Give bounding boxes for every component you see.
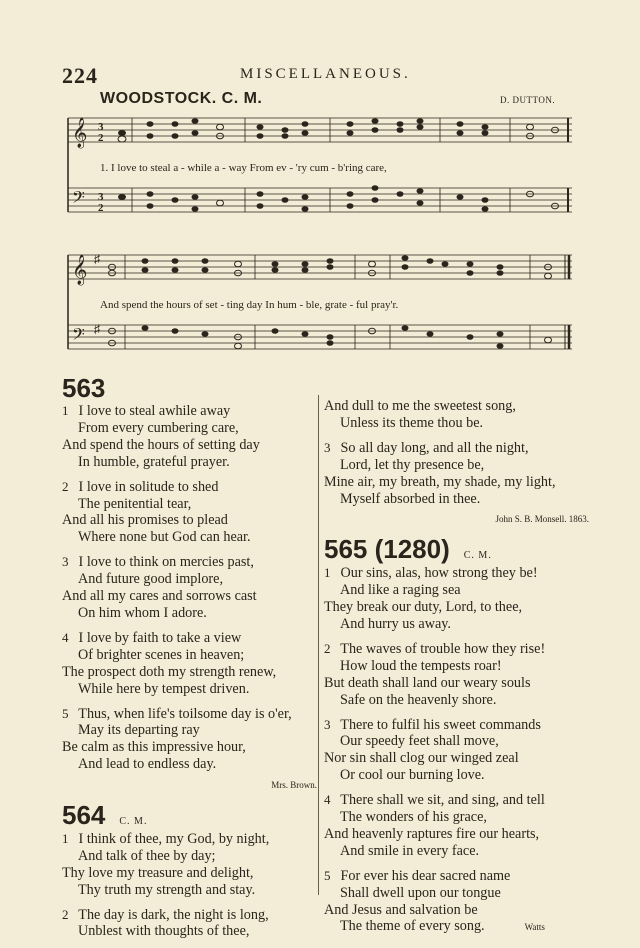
hymn-564-stanza-2-start: 2 The day is dark, the night is long, Unblest with thoughts of thee, bbox=[62, 906, 269, 940]
hymn-564-meter: C. M. bbox=[119, 816, 148, 828]
hymn-565-author: Watts bbox=[524, 922, 545, 933]
hymn-number-565: 565 (1280) bbox=[324, 534, 450, 565]
hymn-564-stanza-1: 1 I think of thee, my God, by night, And talk of thee by day; Thy love my treasure and delight, Thy truth my strength and stay. bbox=[62, 830, 270, 898]
svg-text:2: 2 bbox=[98, 202, 104, 214]
hymn-number-564: 564 bbox=[62, 800, 106, 831]
tune-name: WOODSTOCK. C. M. bbox=[100, 90, 263, 107]
composer: D. DUTTON. bbox=[500, 95, 556, 105]
left-column bbox=[62, 373, 317, 948]
section-title: MISCELLANEOUS. bbox=[240, 66, 411, 82]
hymn-564-author: John S. B. Monsell. 1863. bbox=[495, 514, 589, 525]
hymn-565-stanza-5: 5 For ever his dear sacred name Shall dwell upon our tongue And Jesus and salvation be The theme of every song. Watts bbox=[324, 867, 545, 935]
hymn-563-stanza-4: 4 I love by faith to take a view Of brighter scenes in heaven; The prospect doth my strength renew, While here by tempest driven. bbox=[62, 629, 277, 697]
hymn-563-stanza-3: 3 I love to think on mercies past, And future good implore, And all my cares and sorrows cast On him whom I adore. bbox=[62, 554, 257, 621]
hymn-565-stanza-2: 2 The waves of trouble how they rise! How loud the tempests roar! But death shall land our weary souls Safe on the heavenly shore. bbox=[324, 640, 546, 708]
score-lyric-line-1: 1. I love to steal a - while a - way From ev - 'ry cum - b'ring care, bbox=[100, 162, 387, 174]
svg-text:𝄢: 𝄢 bbox=[72, 326, 85, 348]
svg-text:𝄞: 𝄞 bbox=[72, 118, 88, 147]
column-divider bbox=[318, 395, 319, 895]
hymn-563-stanza-1: 1 I love to steal awhile away From every cumbering care, And spend the hours of setting day In humble, grateful prayer. bbox=[62, 403, 260, 470]
hymn-565-header bbox=[324, 534, 589, 565]
right-column bbox=[324, 398, 589, 944]
svg-text:♯: ♯ bbox=[94, 252, 100, 266]
svg-text:♯: ♯ bbox=[94, 322, 100, 336]
svg-text:3: 3 bbox=[98, 121, 104, 133]
hymn-564-header bbox=[62, 800, 317, 831]
hymn-565-stanza-3: 3 There to fulfil his sweet commands Our speedy feet shall move, Nor sin shall clog our winged zeal Or cool our burning love. bbox=[324, 716, 541, 784]
hymn-564-stanza-3: 3 So all day long, and all the night, Lord, let thy presence be, Mine air, my breath, my shade, my light, Myself absorbed in thee. bbox=[324, 439, 556, 507]
hymn-564-stanza-2-end: And dull to me the sweetest song, Unless its theme thou be. bbox=[324, 398, 516, 431]
svg-text:3: 3 bbox=[98, 191, 104, 203]
svg-text:𝄢: 𝄢 bbox=[72, 189, 85, 211]
hymn-563-stanza-2: 2 I love in solitude to shed The penitential tear, And all his promises to plead Where none but God can hear. bbox=[62, 478, 251, 546]
svg-text:𝄞: 𝄞 bbox=[72, 255, 88, 284]
score-lyric-line-2: And spend the hours of set - ting day In hum - ble, grate - ful pray'r. bbox=[100, 299, 399, 311]
page-number: 224 bbox=[62, 63, 98, 88]
hymn-number-563: 563 bbox=[62, 373, 106, 403]
hymn-563-author: Mrs. Brown. bbox=[271, 780, 317, 791]
hymn-563-stanza-5: 5 Thus, when life's toilsome day is o'er, May its departing ray Be calm as this impressive hour, And lead to endless day. bbox=[62, 705, 292, 773]
svg-text:2: 2 bbox=[98, 132, 104, 144]
hymn-565-stanza-4: 4 There shall we sit, and sing, and tell The wonders of his grace, And heavenly raptures fire our hearts, And smile in every face. bbox=[324, 792, 545, 859]
hymn-565-stanza-1: 1 Our sins, alas, how strong they be! And like a raging sea They break our duty, Lord, to thee, And hurry us away. bbox=[324, 565, 538, 632]
hymn-565-meter: C. M. bbox=[463, 550, 492, 562]
